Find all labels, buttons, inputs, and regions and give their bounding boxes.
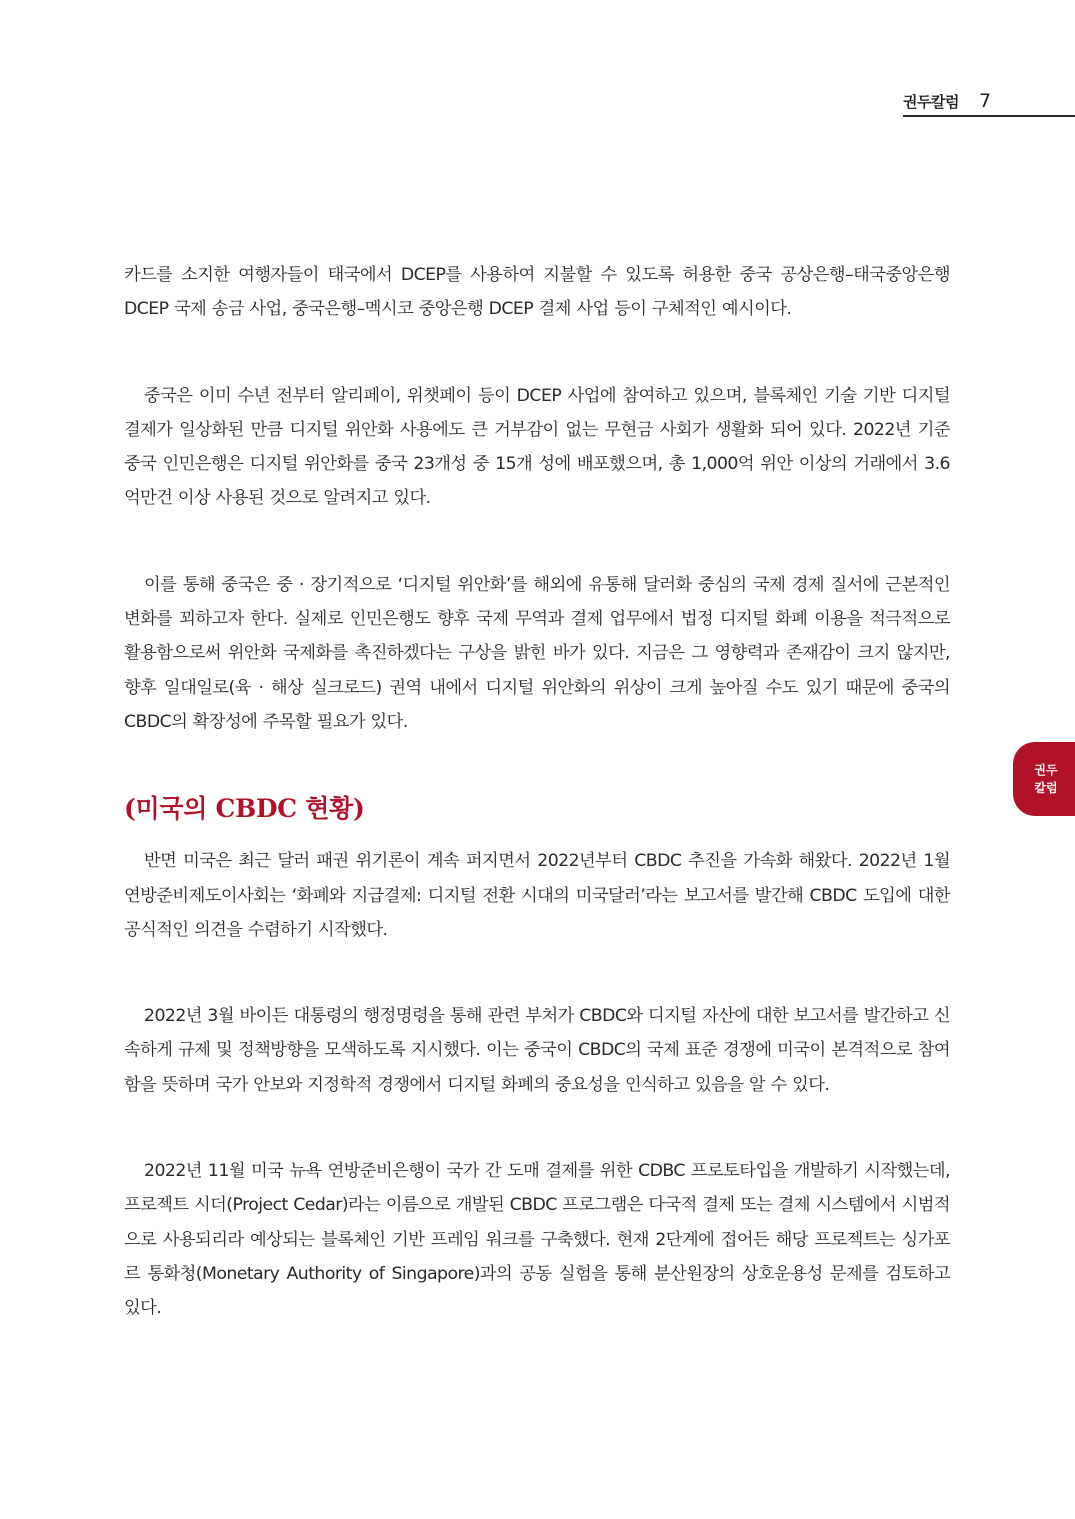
page-number: 7: [978, 90, 992, 112]
column-name: 권두칼럼: [903, 93, 959, 111]
paragraph: 카드를 소지한 여행자들이 태국에서 DCEP를 사용하여 지불할 수 있도록 허용한 중국 공상은행–태국중앙은행 DCEP 국제 송금 사업, 중국은행–멕시코 중앙은행 DCEP 결제 사업 등이 구체적인 예시이다.: [124, 265, 950, 320]
running-header: [903, 90, 991, 112]
header-rule: [903, 115, 1075, 117]
side-tab-label-line2: 칼럼: [1034, 781, 1058, 795]
paragraph: 이를 통해 중국은 중 · 장기적으로 ‘디지털 위안화’를 해외에 유통해 달러화 중심의 국제 경제 질서에 근본적인 변화를 꾀하고자 한다. 실제로 인민은행도 향후 국제 무역과 결제 업무에서 법정 디지털 화폐 이용을 적극적으로 활용함으로써 위안화 국제화를 촉진하겠다는 구상을 밝힌 바가 있다. 지금은 그 영향력과 존재감이 크지 않지만, 향후 일대일로(육 · 해상 실크로드) 권역 내에서 디지털 위안화의 위상이 크게 높아질 수도 있기 때문에 중국의 CBDC의 확장성에 주목할 필요가 있다.: [124, 574, 950, 732]
paragraph: 중국은 이미 수년 전부터 알리페이, 위챗페이 등이 DCEP 사업에 참여하고 있으며, 블록체인 기술 기반 디지털 결제가 일상화된 만큼 디지털 위안화 사용에도 큰 거부감이 없는 무현금 사회가 생활화 되어 있다. 2022년 기준 중국 인민은행은 디지털 위안화를 중국 23개성 중 15개 성에 배포했으며, 총 1,000억 위안 이상의 거래에서 3.6억만건 이상 사용된 것으로 알려지고 있다.: [124, 385, 950, 509]
paragraph: 2022년 3월 바이든 대통령의 행정명령을 통해 관련 부처가 CBDC와 디지털 자산에 대한 보고서를 발간하고 신속하게 규제 및 정책방향을 모색하도록 지시했다. 이는 중국이 CBDC의 국제 표준 경쟁에 미국이 본격적으로 참여함을 뜻하며 국가 안보와 지정학적 경쟁에서 디지털 화폐의 중요성을 인식하고 있음을 알 수 있다.: [124, 1006, 950, 1095]
side-tab-label-line1: 권두: [1034, 763, 1058, 777]
section-side-tab: [1013, 742, 1075, 816]
paragraph: 반면 미국은 최근 달러 패권 위기론이 계속 퍼지면서 2022년부터 CBDC 추진을 가속화 해왔다. 2022년 1월 연방준비제도이사회는 ‘화폐와 지급결제: 디지털 전환 시대의 미국달러’라는 보고서를 발간해 CBDC 도입에 대한 공식적인 의견을 수렴하기 시작했다.: [124, 851, 950, 940]
section-heading: (미국의 CBDC 현황): [124, 794, 365, 824]
paragraph: 2022년 11월 미국 뉴욕 연방준비은행이 국가 간 도매 결제를 위한 CDBC 프로토타입을 개발하기 시작했는데, 프로젝트 시더(Project Cedar)라는 이름으로 개발된 CBDC 프로그램은 다국적 결제 또는 결제 시스템에서 시범적으로 사용되리라 예상되는 블록체인 기반 프레임 워크를 구축했다. 현재 2단계에 접어든 해당 프로젝트는 싱가포르 통화청(Monetary Authority of Singapore)과의 공동 실험을 통해 분산원장의 상호운용성 문제를 검토하고 있다.: [124, 1161, 951, 1319]
article-body: [124, 258, 950, 1378]
